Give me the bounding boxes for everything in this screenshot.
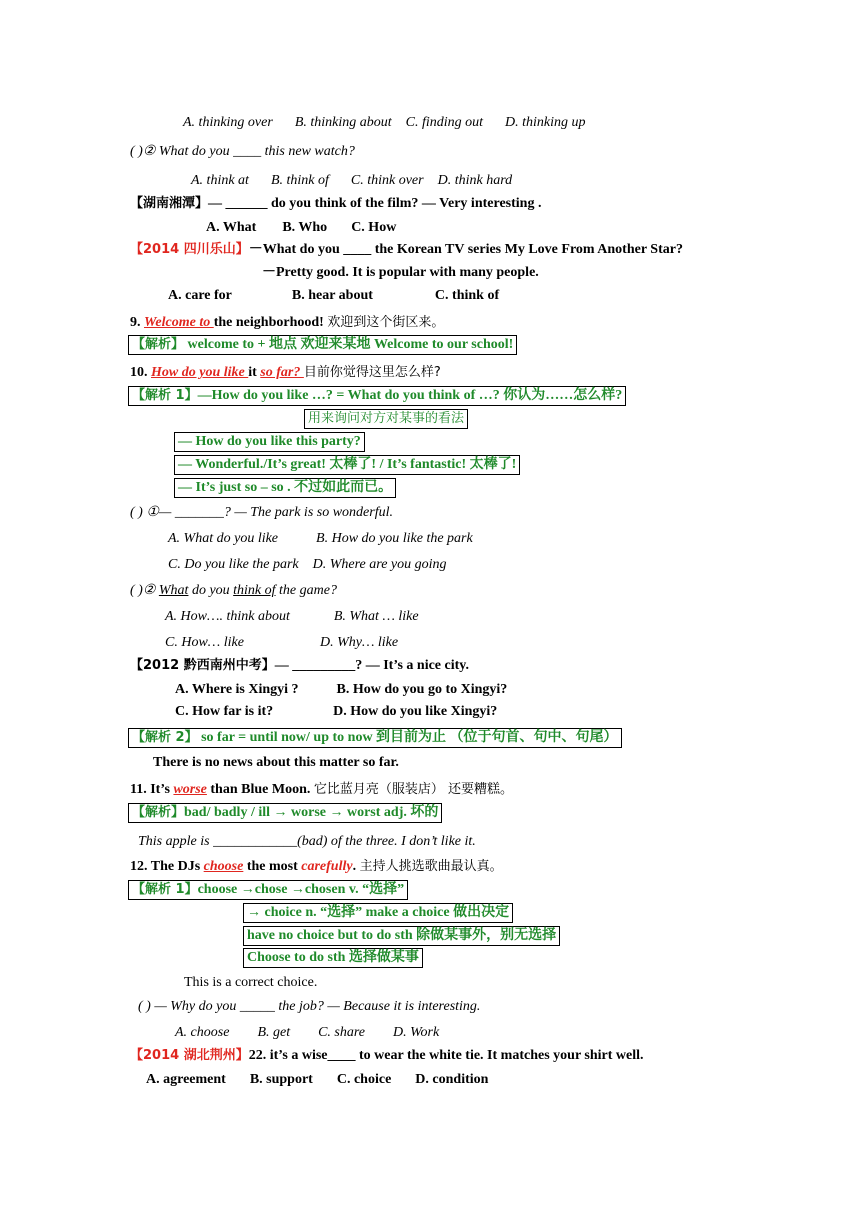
question [130, 241, 683, 259]
question-text: the game? [275, 583, 337, 598]
sentence-9 [130, 314, 444, 332]
question-paren: ( )② [130, 583, 159, 598]
option-c: C. How [351, 220, 397, 235]
options-row [168, 556, 447, 574]
analysis-tag: 【解析】 [132, 337, 185, 352]
option-d: D. Work [393, 1025, 440, 1040]
analysis-box: — How do you like this party? [174, 432, 365, 452]
sentence-text: than Blue Moon. [206, 782, 311, 797]
analysis-box: → choice n. “选择” make a choice 做出决定 [243, 903, 513, 923]
options-row [165, 634, 398, 652]
analysis-box: Choose to do sth 选择做某事 [243, 948, 423, 968]
option-d: D. Where are you going [312, 557, 447, 572]
option-b: B. hear about [291, 288, 373, 303]
question: ( ) ①— _______? — The park is so wonderful. [130, 505, 393, 520]
options-row [183, 114, 586, 132]
option-c: C. Do you like the park [168, 557, 299, 572]
underlined-word: think of [233, 583, 276, 598]
key-phrase: choose [203, 859, 244, 874]
question [130, 582, 337, 600]
option-b: B. thinking about [294, 115, 392, 130]
option-a: A. think at [191, 173, 249, 188]
key-phrase: Welcome to [144, 315, 214, 330]
example-sentence: There is no news about this matter so far. [153, 755, 399, 770]
sentence-12 [130, 858, 503, 876]
options-row [146, 1071, 488, 1089]
option-d: D. think hard [437, 173, 513, 188]
analysis-text: choose →chose →chosen v. “选择” [197, 882, 405, 897]
key-phrase: carefully [301, 859, 353, 874]
question-text: — ______ do you think of the film? — Very interesting . [208, 196, 542, 211]
options-row [168, 530, 473, 548]
option-d: D. condition [415, 1072, 489, 1087]
question-text: — _________? — It’s a nice city. [274, 658, 470, 673]
item-number: 10. [130, 365, 148, 380]
analysis-text: —How do you like …? = What do you think of …? 你认为……怎么样? [197, 388, 623, 403]
underlined-word: What [158, 583, 189, 598]
options-row [175, 681, 507, 699]
analysis-box [128, 803, 442, 823]
source-tag: 【湖南湘潭】 [130, 196, 209, 211]
analysis-text: welcome to + 地点 欢迎来某地 Welcome to our school! [184, 337, 514, 352]
options-row [206, 219, 396, 237]
option-a: A. agreement [146, 1072, 226, 1087]
option-c: C. choice [336, 1072, 392, 1087]
option-d: D. Why… like [319, 635, 399, 650]
option-c: C. finding out [405, 115, 484, 130]
option-b: B. support [249, 1072, 313, 1087]
option-a: A. thinking over [183, 115, 273, 130]
option-c: C. think of [434, 288, 500, 303]
source-tag: 【2012 黔西南州中考】 [130, 658, 275, 673]
option-a: A. What [206, 220, 257, 235]
options-row [165, 608, 419, 626]
option-d: D. How do you like Xingyi? [333, 704, 498, 719]
sentence-text: the neighborhood! [213, 315, 324, 330]
options-row [168, 287, 499, 305]
option-a: A. choose [175, 1025, 230, 1040]
analysis-box [128, 335, 517, 355]
option-a: A. care for [168, 288, 232, 303]
sentence-10 [130, 364, 441, 382]
question-text: 22. it’s a wise____ to wear the white tie. It matches your shirt well. [248, 1048, 644, 1063]
option-a: A. How…. think about [165, 609, 290, 624]
option-b: B. How do you like the park [316, 531, 473, 546]
options-row [191, 172, 512, 190]
analysis-tag: 【解析 2】 [132, 730, 198, 745]
key-phrase: so far? [260, 365, 304, 380]
question-text: do you [188, 583, 234, 598]
option-b: B. How do you go to Xingyi? [336, 682, 508, 697]
item-number: 11. It’s [130, 782, 174, 797]
analysis-box: 用来询问对方对某事的看法 [304, 409, 468, 429]
translation: 它比蓝月亮（服装店） 还要糟糕。 [313, 782, 513, 797]
question [130, 195, 541, 213]
sentence-text: . [352, 859, 357, 874]
analysis-box: — Wonderful./It’s great! 太棒了! / It’s fantastic! 太棒了! [174, 455, 520, 475]
exercise: This apple is ____________(bad) of the three. I don’t like it. [138, 834, 476, 849]
translation: 目前你觉得这里怎么样? [303, 365, 441, 380]
option-b: B. think of [270, 173, 329, 188]
answer-line: －Pretty good. It is popular with many people. [262, 265, 539, 280]
question: ( )② What do you ____ this new watch? [130, 144, 355, 159]
analysis-box [128, 386, 626, 406]
analysis-text: so far = until now/ up to now 到目前为止 （位于句首、句中、句尾） [197, 730, 618, 745]
analysis-box [128, 880, 408, 900]
translation: 主持人挑选歌曲最认真。 [359, 859, 503, 874]
option-c: C. share [318, 1025, 366, 1040]
analysis-text: bad/ badly / ill → worse → worst adj. 坏的 [184, 805, 439, 820]
option-d: D. thinking up [505, 115, 586, 130]
sentence-text: the most [243, 859, 302, 874]
option-b: B. Who [282, 220, 328, 235]
item-number: 12. The DJs [130, 859, 204, 874]
question-text: －What do you ____ the Korean TV series My Love From Another Star? [248, 242, 683, 257]
analysis-box [128, 728, 622, 748]
analysis-tag: 【解析 1】 [132, 882, 198, 897]
key-phrase: worse [173, 782, 207, 797]
option-b: B. What … like [333, 609, 419, 624]
analysis-box: — It’s just so – so . 不过如此而已。 [174, 478, 396, 498]
source-tag: 【2014 湖北荆州】 [130, 1048, 249, 1063]
option-c: C. think over [350, 173, 424, 188]
analysis-tag: 【解析】 [132, 805, 185, 820]
option-c: C. How… like [165, 635, 244, 650]
analysis-box: have no choice but to do sth 除做某事外，别无选择 [243, 926, 560, 946]
option-c: C. How far is it? [175, 704, 274, 719]
translation: 欢迎到这个街区来。 [327, 315, 445, 330]
option-b: B. get [257, 1025, 291, 1040]
key-phrase: How do you like [151, 365, 249, 380]
question: ( ) — Why do you _____ the job? — Because it is interesting. [138, 999, 481, 1014]
options-row [175, 703, 497, 721]
option-a: A. Where is Xingyi ? [175, 682, 299, 697]
options-row [175, 1024, 439, 1042]
question [130, 1047, 644, 1065]
item-number: 9. [130, 315, 141, 330]
analysis-tag: 【解析 1】 [132, 388, 198, 403]
sentence-text: it [248, 365, 261, 380]
option-a: A. What do you like [168, 531, 279, 546]
example-sentence: This is a correct choice. [184, 975, 318, 990]
source-tag: 【2014 四川乐山】 [130, 242, 249, 257]
question [130, 657, 469, 675]
sentence-11 [130, 781, 513, 799]
